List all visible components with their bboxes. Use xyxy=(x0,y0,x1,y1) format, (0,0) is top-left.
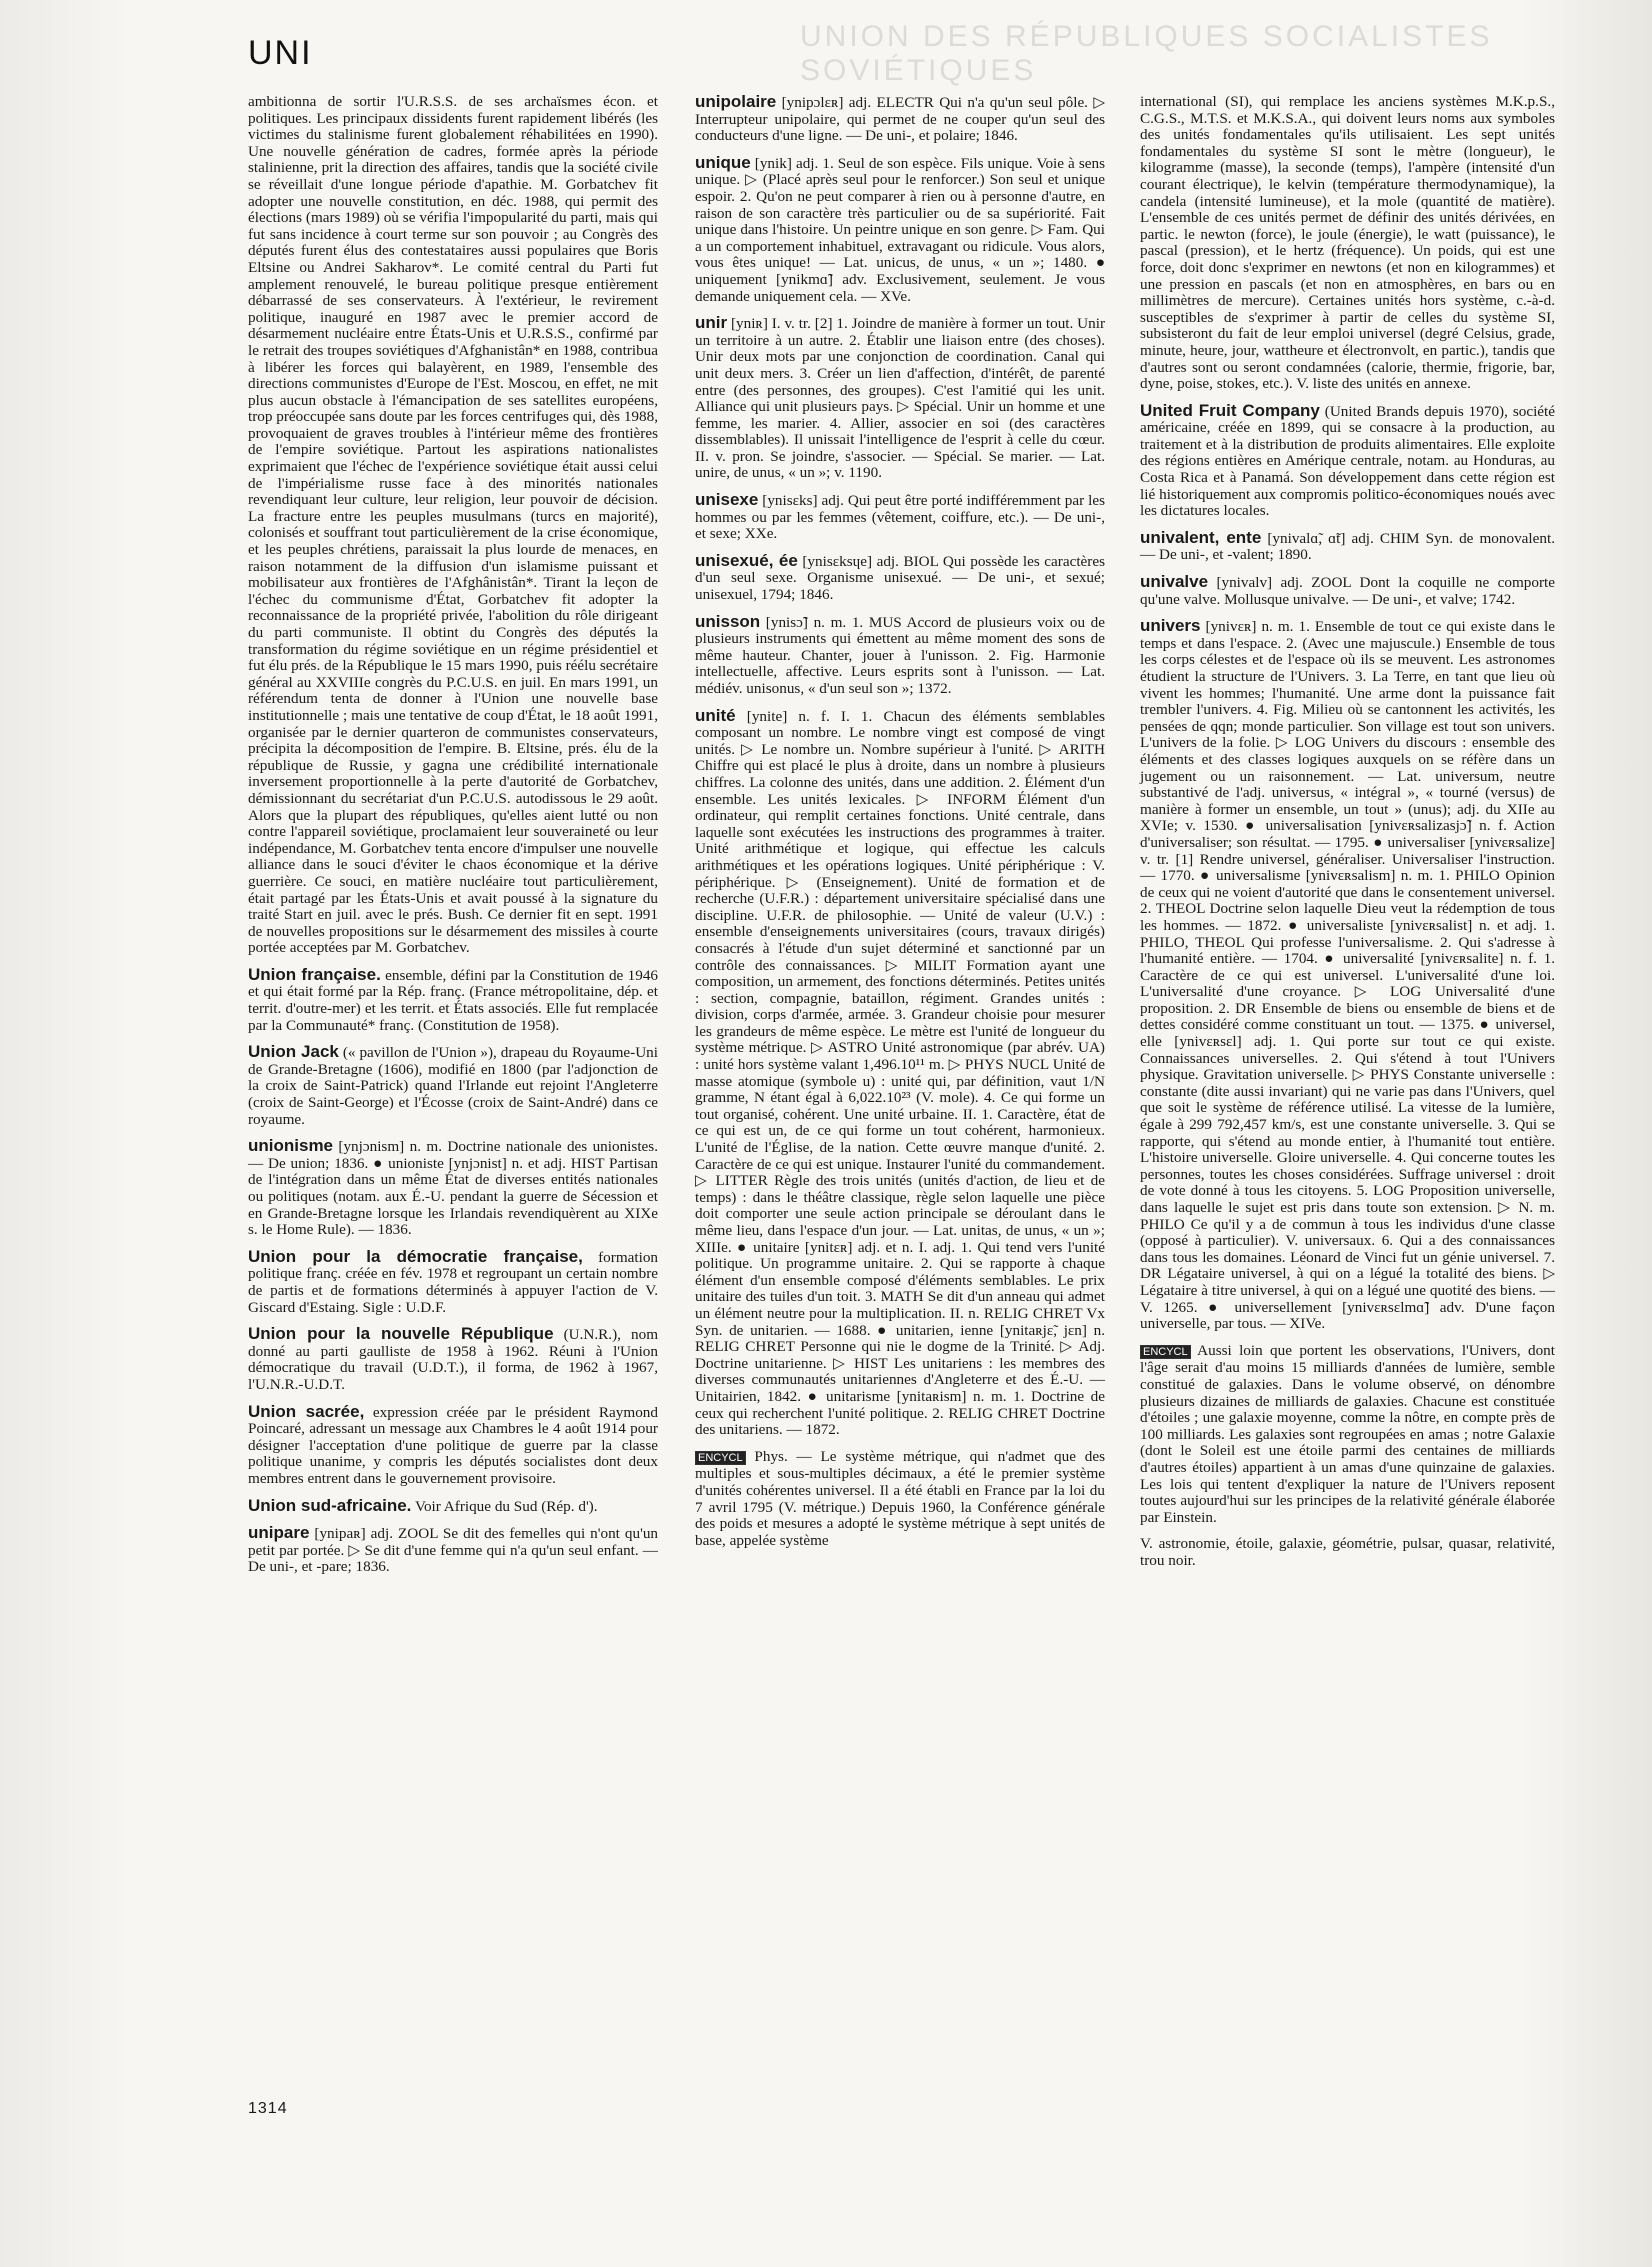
entry-text: V. astronomie, étoile, galaxie, géométrie, pulsar, quasar, relativité, trou noir. xyxy=(1140,1535,1555,1569)
dictionary-entry xyxy=(695,705,1106,1439)
entry-text: ensemble, défini par la Constitution de 1946 et qui était formé par la Rép. franç. (France métropolitaine, dép. et territ. d'outre-mer) et les territ. et États associés. Elle fut remplacée par la Communauté* franç. (Constitution de 1958). xyxy=(248,966,659,1034)
dictionary-entry xyxy=(695,315,1105,482)
dictionary-entry xyxy=(1140,400,1555,520)
column-2 xyxy=(695,94,1105,1559)
entry-headword: Union pour la démocratie française, xyxy=(248,1246,583,1266)
entry-text: [ynivalv] adj. ZOOL Dont la coquille ne comporte qu'une valve. Mollusque univalve. — De uni-, et valve; 1742. xyxy=(1140,574,1555,608)
entry-text: [ynisɔ̃] n. m. 1. MUS Accord de plusieurs voix ou de plusieurs instruments qui émettent au même moment des sons de même hauteur. Chanter, jouer à l'unisson. 2. Fig. Harmonie intellectuelle, affective. Leurs esprits sont à l'unisson. — Lat. médiév. unisonus, « d'un seul son »; 1372. xyxy=(695,613,1105,697)
entry-text: Aussi loin que portent les observations, l'Univers, dont l'âge serait d'au moins 15 milliards d'années de lumière, semble constitué de galaxies. Dans le volume observé, on dénombre plusieurs dizaines de milliards de galaxies. Chacune est constituée d'étoiles ; une galaxie moyenne, comme la nôtre, en compte près de 100 milliards. Les galaxies sont regroupées en amas ; notre Galaxie (dont le Soleil est une étoile parmi des centaines de milliards d'autres étoiles) appartient à un amas d'une quinzaine de galaxies. Les lois qui tentent d'expliquer la nature de l'Univers reposent toutes aujourd'hui sur les principes de la relativité générale élaborée par Einstein. xyxy=(1140,1341,1555,1526)
entry-text: (United Brands depuis 1970), société américaine, créée en 1899, qui se consacre à la production, au traitement et à la distribution de produits alimentaires. Elle exploite des régions entières en Amérique centrale, notam. au Honduras, au Costa Rica et à Panamá. Son développement dans cette région est lié historiquement aux compromis politico-économiques noués avec les dictatures locales. xyxy=(1140,402,1555,520)
dictionary-entry xyxy=(1140,1343,1555,1527)
entry-headword: unisexe xyxy=(695,490,759,510)
entry-text: [ynik] adj. 1. Seul de son espèce. Fils unique. Voie à sens unique. ▷ (Placé après seul pour le renforcer.) Son seul et unique espoir. 2. Qu'on ne peut comparer à rien ou à personne d'autre, en raison de son caractère très particulier ou de sa supériorité. Fait unique dans l'histoire. Un peintre unique en son genre. ▷ Fam. Qui a un comportement inhabituel, extravagant ou ridicule. Vous alors, vous êtes unique! — Lat. unicus, de unus, « un »; 1480. ● uniquement [ynikmɑ̃] adv. Exclusivement, seulement. Je vous demande uniquement cela. — XVe. xyxy=(695,154,1106,305)
entry-headword: unisson xyxy=(695,611,761,631)
entry-text: Phys. — Le système métrique, qui n'admet que des multiples et sous-multiples décimaux, a été le premier système d'unités cohérentes universel. Il a été établi en France par la loi du 7 avril 1795 (V. métrique.) Depuis 1960, la Conférence générale des poids et mesures a adopté le système métrique à sept unités de base, appelée système xyxy=(695,1447,1105,1549)
entry-text: formation politique franç. créée en fév. 1978 et regroupant un certain nombre de partis et de formations déterminés à appuyer l'action de V. Giscard d'Estaing. Sigle : U.D.F. xyxy=(248,1248,659,1316)
entry-headword: univers xyxy=(1140,616,1201,636)
dictionary-entry xyxy=(1140,618,1555,1333)
dictionary-entry xyxy=(248,94,658,957)
dictionary-entry xyxy=(695,611,1105,698)
entry-text: [ynivɛʀ] n. m. 1. Ensemble de tout ce qui existe dans le temps et dans l'espace. 2. (Avec une majuscule.) Ensemble de tous les corps célestes et de l'espace où ils se meuvent. Les astronomes étudient la structure de l'Univers. 3. La Terre, en tant que lieu où vivent les hommes; l'humanité. Une arme dont la puissance fait trembler l'univers. 4. Fig. Milieu où se cantonnent les activités, les pensées de qqn; monde particulier. Son village est tout son univers. L'univers de la folie. ▷ LOG Univers du discours : ensemble des éléments et des classes logiques auxquels on se réfère dans un jugement ou un raisonnement. — Lat. universum, neutre substantivé de l'adj. universus, « intégral », « tourné (versus) de manière à former un ensemble, un tout » (unus); adj. du XIIe au XVIe; v. 1530. ● universalisation [ynivɛʀsalizasjɔ̃] n. f. Action d'universaliser; son résultat. — 1795. ● universaliser [ynivɛʀsalize] v. tr. [1] Rendre universel, généraliser. Universaliser l'instruction. — 1770. ● universalisme [ynivɛʀsalism] n. m. 1. PHILO Opinion de ceux qui ne voient d'autorité que dans le consentement universel. 2. THEOL Doctrine selon laquelle Dieu veut la rédemption de tous les hommes. — 1872. ● universaliste [ynivɛʀsalist] n. et adj. 1. PHILO, THEOL Qui professe l'universalisme. 2. Qui s'adresse à l'humanité entière. — 1704. ● universalité [ynivɛʀsalite] n. f. 1. Caractère de ce qui est universel. L'universalité d'une loi. L'universalité d'une croyance. ▷ LOG Universalité d'une proposition. 2. DR Ensemble de biens ou ensemble de biens et de dettes considéré comme constituant un tout. — 1375. ● universel, elle [ynivɛʀsɛl] adj. 1. Qui porte sur tout ce qui existe. Connaissances universelles. 2. Qui s'étend à tout l'Univers physique. Gravitation universelle. ▷ PHYS Constante universelle : constante (dite aussi invariant) qui ne varie pas dans l'Univers, quel que soit le système de référence utilisé. La vitesse de la lumière, égale à 299 792,457 km/s, est une constante universelle. 3. Qui se rapporte, qui s'étend au monde entier, à l'humanité tout entière. L'histoire universelle. Gloire universelle. 4. Qui concerne toutes les personnes, toutes les choses considérées. Suffrage universel : droit de vote donné à tous les citoyens. 5. LOG Proposition universelle, dans laquelle le sujet est pris dans toute son extension. ▷ N. m. PHILO Ce qu'il y a de commun à tous les individus d'une classe (opposé à particulier). V. universaux. 6. Qui a des connaissances dans tous les domaines. Léonard de Vinci fut un génie universel. 7. DR Légataire universel, à qui on a légué la totalité des biens. ▷ Légataire à titre universel, à qui on a légué une quotité des biens. — V. 1265. ● universellement [ynivɛʀsɛlmɑ̃] adv. D'une façon universelle, par tous. — XIVe. xyxy=(1140,618,1556,1333)
entry-headword: unir xyxy=(695,313,728,333)
dictionary-entry xyxy=(695,550,1105,604)
dictionary-entry xyxy=(248,1495,658,1516)
entry-headword: unionisme xyxy=(248,1136,334,1156)
entry-headword: unipolaire xyxy=(695,92,777,111)
entry-text: (« pavillon de l'Union »), drapeau du Royaume-Uni de Grande-Bretagne (1606), modifié en 1800 (par l'adjonction de la croix de Saint-Patrick) quand l'Irlande eut rejoint l'Angleterre (croix de Saint-George) et l'Écosse (croix de Saint-André) dans ce royaume. xyxy=(248,1044,658,1128)
entry-text: [ynivalɑ̃, ɑ̃t] adj. CHIM Syn. de monovalent. — De uni-, et -valent; 1890. xyxy=(1140,529,1555,564)
entry-text: international (SI), qui remplace les anciens systèmes M.K.p.S., C.G.S., M.T.S. et M.K.S.A., qui doivent leurs noms aux symboles des unités fondamentales qu'ils utilisaient. Les sept unités fondamentales du système SI sont le mètre (longueur), le kilogramme (masse), la seconde (temps), l'ampère (intensité d'un courant électrique), le kelvin (température thermodynamique), la candela (intensité lumineuse), et la mole (quantité de matière). L'ensemble de ces unités permet de définir des unités dérivées, en partic. le newton (force), le joule (énergie), le watt (puissance), le pascal (pression), et le hertz (fréquence). Un poids, qui est une force, doit donc s'exprimer en newtons (et non en kilogrammes) et une pression en pascals (et non en atmosphères, en bars ou en millimètres de mercure). Certaines unités hors système, c.-à-d. susceptibles de s'exprimer à partir de celles du système SI, subsisteront du fait de leur emploi universel (degré Celsius, grade, minute, heure, jour, wattheure et électronvolt, en partic.), tandis que d'autres sont ou seront condamnées (calorie, thermie, frigorie, bar, dyne, poise, stokes, etc.). V. liste des unités en annexe. xyxy=(1140,93,1555,393)
entry-headword: univalve xyxy=(1140,572,1209,592)
dictionary-entry xyxy=(695,94,1105,145)
entry-text: [yniʀ] I. v. tr. [2] 1. Joindre de manière à former un tout. Unir un territoire à un autre. 2. Établir une liaison entre (des choses). Unir deux mots par une conjonction de coordination. Canal qui unit deux mers. 3. Créer un lien d'affection, d'intérêt, de parenté entre (des personnes, des groupes). C'est l'amitié qui les unit. Alliance qui unit plusieurs pays. ▷ Spécial. Unir un homme et une femme, les marier. 4. Allier, associer en soi (des caractères dissemblables). Il unissait l'intelligence de l'esprit à celle du cœur. II. v. pron. Se joindre, s'associer. — Spécial. Se marier. — Lat. unire, de unus, « un »; v. 1190. xyxy=(695,315,1105,482)
entry-headword: Union française. xyxy=(248,964,381,984)
dictionary-entry xyxy=(695,492,1105,543)
dictionary-entry xyxy=(1140,1536,1555,1569)
dictionary-entry xyxy=(248,964,659,1034)
entry-text: ambitionna de sortir l'U.R.S.S. de ses archaïsmes écon. et politiques. Les principaux dissidents furent rapidement libérés (les victimes du stalinisme furent globalement réhabilitées en 1990). Une nouvelle génération de cadres, formée après la période stalinienne, prit la direction des affaires, tandis que la société civile se réveillait d'une longue période d'apathie. M. Gorbatchev fit adopter une nouvelle constitution, en déc. 1988, qui permit des élections (mars 1989) où se vérifia l'impopularité du parti, mais qui fut sans incidence à court terme sur son pouvoir ; au Congrès des députés furent élus des contestataires aussi populaires que Boris Eltsine ou Andrei Sakharov*. Le comité central du Parti fut amplement renouvelé, le bureau politique presque entièrement débarrassé de ses conservateurs. À l'extérieur, le revirement politique, inauguré en 1987 avec le premier accord de désarmement nucléaire entre États-Unis et U.R.S.S., confirmé par le retrait des troupes soviétiques d'Afghanistân* en 1988, contribua à libérer les forces qui balayèrent, en 1989, l'ensemble des directions communistes d'Europe de l'Est. Moscou, en effet, ne mit plus aucun obstacle à l'émancipation de ses satellites européens, trop préoccupée sans doute par les forces centrifuges qui, dès 1988, provoquaient de graves troubles à l'intérieur même des frontières de l'empire soviétique. Partout les aspirations nationalistes exprimaient que l'échec de l'expérience soviétique était aussi celui de l'impérialisme russe face à des minorités nationales revendiquant leur culture, leur religion, leur pouvoir de décision. La fracture entre les peuples musulmans (turcs en majorité), colonisés et souffrant tout particulièrement de la crise économique, et les peuples chrétiens, paraissait la plus lourde de menaces, en raison notamment de la diffusion d'un islamisme puissant et mobilisateur aux frontières de l'Afghânistân*. Tirant la leçon de l'échec du communisme d'État, Gorbatchev fit adopter la reconnaissance de la propriété privée, l'abolition du rôle dirigeant du parti communiste. Il obtint du Congrès des députés la transformation du régime soviétique en un régime présidentiel et fut élu prés. de la République le 15 mars 1990, puis réélu secrétaire général au XXVIIIe congrès du P.C.U.S. en juil. En mars 1991, un référendum tenta de donner à l'Union une nouvelle base institutionnelle ; mais une tentative de coup d'État, le 18 août 1991, organisée par le dernier quarteron de communistes conservateurs, précipita la décomposition de l'empire. B. Eltsine, prés. élu de la république de Russie, y gagna une crédibilité internationale inversement proportionnelle à la perte d'autorité de Gorbatchev, démissionnant du secrétariat d'un P.C.U.S. autodissous le 29 août. Alors que la plupart des républiques, qu'elles aient lutté ou non contre l'appareil soviétique, proclamaient leur souveraineté ou leur indépendance, M. Gorbatchev tenta encore d'impulser une nouvelle alliance dans le souci d'éviter le chaos économique et la dérive guerrière. Ce souci, en matière nucléaire tout particulièrement, était partagé par les États-Unis et avait poussé à la signature du traité Start en juil. avec le prés. Bush. Ce dernier fit en sept. 1991 de nouvelles propositions sur le désarmement des missiles à courte portée acceptées par M. Gorbatchev. xyxy=(248,93,658,957)
entry-text: (U.N.R.), nom donné au parti gaulliste de 1958 à 1962. Réuni à l'Union démocratique du travail (U.D.T.), il forma, de 1962 à 1967, l'U.N.R.-U.D.T. xyxy=(248,1326,659,1393)
running-head: UNI xyxy=(248,34,313,72)
entry-text: [ynipaʀ] adj. ZOOL Se dit des femelles qui n'ont qu'un petit par portée. ▷ Se dit d'une femme qui n'a qu'un seul enfant. — De uni-, et -pare; 1836. xyxy=(248,1525,659,1576)
encyclopedia-marker: ENCYCL xyxy=(1140,1345,1191,1359)
entry-text: [ynipɔlɛʀ] adj. ELECTR Qui n'a qu'un seul pôle. ▷ Interrupteur unipolaire, qui permet de ne couper qu'un seul des conducteurs d'une ligne. — De uni-, et polaire; 1846. xyxy=(695,94,1106,145)
entry-text: [ynjɔnism] n. m. Doctrine nationale des unionistes. — De union; 1836. ● unioniste [ynjɔnist] n. et adj. HIST Partisan de l'intégration dans un même État de diverses entités nationales ou politiques (notam. aux É.-U. pendant la guerre de Sécession et en Grande-Bretagne lorsque les Irlandais revendiquèrent au XIXe s. le Home Rule). — 1836. xyxy=(248,1138,658,1239)
entry-text: [ynisɛksɥe] adj. BIOL Qui possède les caractères d'un seul sexe. Organisme unisexué. — De uni-, et sexué; unisexuel, 1794; 1846. xyxy=(695,552,1105,604)
entry-text: [ynite] n. f. I. 1. Chacun des éléments semblables composant un nombre. Le nombre vingt est composé de vingt unités. ▷ Le nombre un. Nombre supérieur à l'unité. ▷ ARITH Chiffre qui est placé le plus à droite, dans un nombre à plusieurs chiffres. La colonne des unités, dans une addition. 2. Élément d'un ensemble. Les unités lexicales. ▷ INFORM Élément d'un ordinateur, qui remplit certaines fonctions. Unité centrale, dans laquelle sont exécutées les instructions des programmes à traiter. Unité arithmétique et logique, qui effectue les calculs arithmétiques et les opérations logiques. Unité périphérique : V. périphérique. ▷ (Enseignement). Unité de formation et de recherche (U.F.R.) : département universitaire spécialisé dans une discipline. U.F.R. de philosophie. — Unité de valeur (U.V.) : ensemble d'enseignements universitaires (cours, travaux dirigés) consacrés à l'étude d'un sujet déterminé et sanctionné par un contrôle des connaissances. ▷ MILIT Formation ayant une composition, un armement, des fonctions déterminés. Petites unités : section, compagnie, bataillon, régiment. Grandes unités : division, corps d'armée, armée. 3. Grandeur choisie pour mesurer les grandeurs de même espèce. Le mètre est l'unité de longueur du système métrique. ▷ ASTRO Unité astronomique (par abrév. UA) : unité hors système valant 1,496.10¹¹ m. ▷ PHYS NUCL Unité de masse atomique (symbole u) : unité qui, par définition, vaut 1/N gramme, N étant égal à 6,022.10²³ (V. mole). 4. Ce qui forme un tout organisé, cohérent. Une unité urbaine. II. 1. Caractère, état de ce qui est un, de ce qui forme un tout cohérent, harmonieux. L'unité de l'Église, de la nation. Cette œuvre manque d'unité. 2. Caractère de ce qui est unique. Instaurer l'unité du commandement. ▷ LITTER Règle des trois unités (unités d'action, de lieu et de temps) : dans le théâtre classique, règle selon laquelle une pièce doit comporter une seule action principale se déroulant dans le même lieu, dans l'espace d'un jour. — Lat. unitas, de unus, « un »; XIIIe. ● unitaire [ynitɛʀ] adj. et n. I. adj. 1. Qui tend vers l'unité politique. Un programme unitaire. 2. Qui se rapporte à chaque élément d'un ensemble composé d'éléments semblables. Le prix unitaire des tuiles d'un toit. 3. MATH Se dit d'un anneau qui admet un élément neutre pour la multiplication. II. n. RELIG CHRET Vx Syn. de unitarien. — 1688. ● unitarien, ienne [ynitaʀjɛ̃, jɛn] n. RELIG CHRET Personne qui nie le dogme de la Trinité. ▷ Adj. Doctrine unitarienne. ▷ HIST Les unitariens : les membres des diverses communautés unitariennes d'Angleterre et des É.-U. — Unitairien, 1842. ● unitarisme [ynitaʀism] n. m. 1. Doctrine de ceux qui recherchent l'unité politique. 2. RELIG CHRET Doctrine des unitariens. — 1872. xyxy=(695,707,1106,1439)
entry-text: Voir Afrique du Sud (Rép. d'). xyxy=(414,1497,598,1515)
dictionary-entry xyxy=(1140,574,1555,608)
dictionary-entry xyxy=(248,1525,658,1576)
entry-headword: United Fruit Company xyxy=(1140,400,1320,420)
entry-headword: univalent, ente xyxy=(1140,527,1262,547)
dictionary-entry xyxy=(248,1401,658,1488)
dictionary-entry xyxy=(248,1138,658,1239)
dictionary-entry xyxy=(248,1246,659,1316)
encyclopedia-marker: ENCYCL xyxy=(695,1451,746,1465)
entry-headword: Union pour la nouvelle République xyxy=(248,1324,554,1344)
dictionary-entry xyxy=(695,152,1106,305)
dictionary-entry xyxy=(1140,527,1555,564)
entry-headword: Union Jack xyxy=(248,1042,339,1062)
bleed-through-heading: UNION DES RÉPUBLIQUES SOCIALISTES SOVIÉTIQUES xyxy=(800,20,1493,87)
entry-text: [ynisɛks] adj. Qui peut être porté indifféremment par les hommes ou par les femmes (vêtement, coiffure, etc.). — De uni-, et sexe; XXe. xyxy=(695,492,1105,543)
entry-headword: Union sacrée, xyxy=(248,1401,365,1421)
entry-headword: unisexué, ée xyxy=(695,550,798,570)
page-number: 1314 xyxy=(248,2100,288,2117)
column-1 xyxy=(248,94,658,1586)
dictionary-entry xyxy=(1140,94,1555,393)
entry-headword: unique xyxy=(695,152,751,172)
dictionary-entry xyxy=(248,1044,658,1128)
entry-headword: unipare xyxy=(248,1523,310,1543)
entry-text: expression créée par le président Raymond Poincaré, adressant un message aux Chambres le 4 août 1914 pour désigner l'acceptation d'une politique de guerre par la classe politique unanime, y compris les députés socialistes dont deux membres entrent dans le gouvernement provisoire. xyxy=(248,1403,658,1487)
entry-headword: Union sud-africaine. xyxy=(248,1495,412,1515)
column-3 xyxy=(1140,94,1555,1579)
entry-headword: unité xyxy=(695,705,736,725)
dictionary-entry xyxy=(248,1326,658,1393)
dictionary-entry xyxy=(695,1449,1105,1550)
